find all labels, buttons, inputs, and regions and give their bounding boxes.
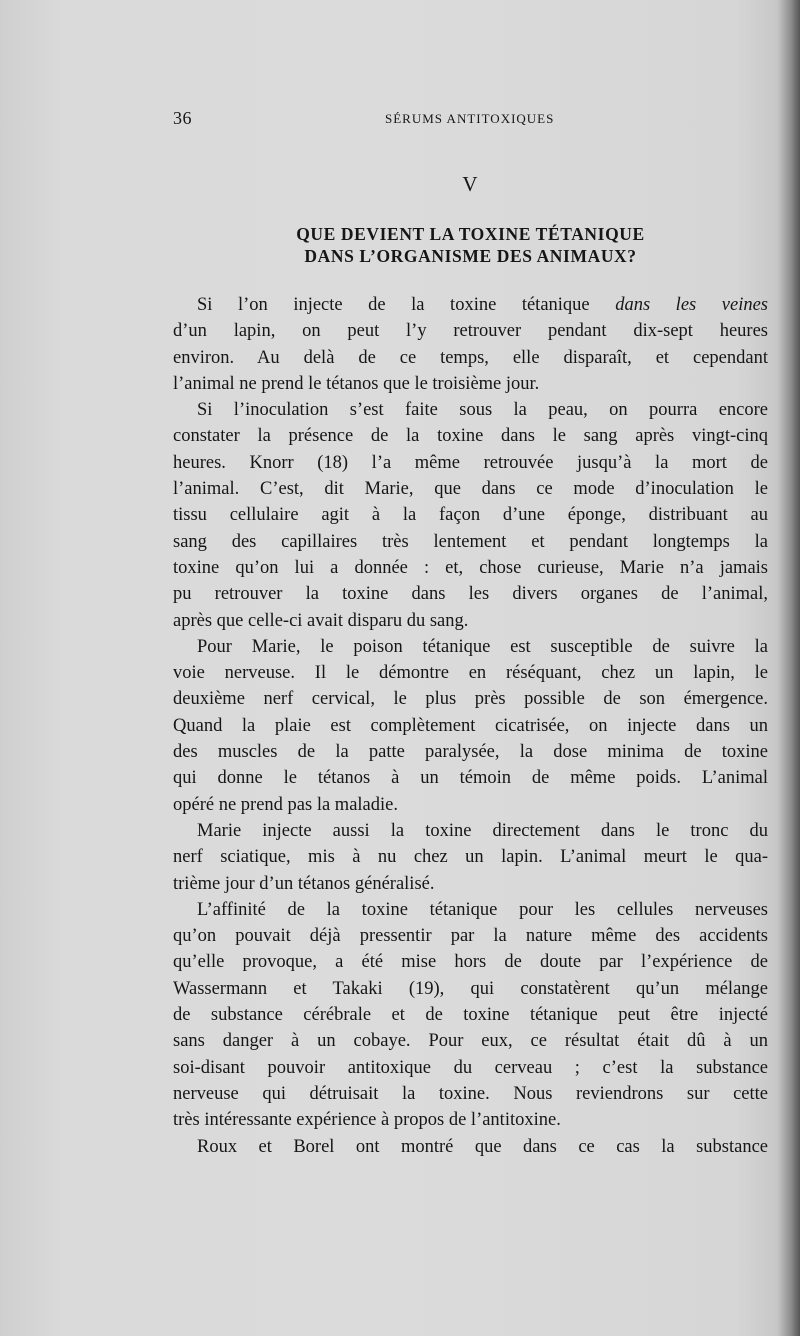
text-line-roman: Si l’on injecte de la toxine tétanique	[197, 295, 616, 315]
chapter-number: V	[462, 172, 478, 196]
text-line: qui donne le tétanos à un témoin de même poids. L’animal	[173, 768, 768, 789]
text-line: soi-disant pouvoir antitoxique du cerveau ; c’est la substance	[173, 1057, 768, 1078]
text-line: L’affinité de la toxine tétanique pour les cellules nerveuses	[197, 899, 768, 920]
text-line: trième jour d’un tétanos généralisé.	[173, 873, 435, 894]
text-line: environ. Au delà de ce temps, elle disparaît, et cependant	[173, 347, 768, 368]
text-line: de substance cérébrale et de toxine tétanique peut être injecté	[173, 1005, 768, 1026]
running-title: SÉRUMS ANTITOXIQUES	[385, 111, 555, 126]
page-number: 36	[173, 108, 192, 128]
text-line: Marie injecte aussi la toxine directement dans le tronc du	[197, 820, 768, 841]
text-line: deuxième nerf cervical, le plus près possible de son émergence.	[173, 689, 768, 710]
text-line: d’un lapin, on peut l’y retrouver pendant dix-sept heures	[173, 321, 768, 342]
text-line: toxine qu’on lui a donnée : et, chose curieuse, Marie n’a jamais	[173, 557, 768, 578]
text-line: constater la présence de la toxine dans le sang après vingt-cinq	[173, 426, 768, 447]
text-line	[173, 292, 768, 318]
text-line: très intéressante expérience à propos de l’antitoxine.	[173, 1110, 561, 1131]
text-line-italic: dans les veines	[615, 295, 768, 315]
running-header	[173, 108, 768, 132]
text-line: Wassermann et Takaki (19), qui constatèrent qu’un mélange	[173, 978, 768, 999]
text-line: qu’elle provoque, a été mise hors de doute par l’expérience de	[173, 952, 768, 973]
text-line: Si l’inoculation s’est faite sous la peau, on pourra encore	[197, 400, 768, 421]
text-line: après que celle-ci avait disparu du sang.	[173, 610, 469, 631]
text-line: opéré ne prend pas la maladie.	[173, 794, 398, 815]
text-line: sans danger à un cobaye. Pour eux, ce résultat était dû à un	[173, 1031, 768, 1052]
text-line: Roux et Borel ont montré que dans ce cas la substance	[197, 1136, 768, 1157]
text-line: Pour Marie, le poison tétanique est susceptible de suivre la	[197, 636, 768, 657]
text-line: heures. Knorr (18) l’a même retrouvée jusqu’à la mort de	[173, 452, 768, 473]
text-line: l’animal. C’est, dit Marie, que dans ce mode d’inoculation le	[173, 479, 768, 500]
chapter-title-line: QUE DEVIENT LA TOXINE TÉTANIQUE	[296, 224, 645, 244]
chapter-title-line: DANS L’ORGANISME DES ANIMAUX?	[304, 246, 637, 266]
text-line: voie nerveuse. Il le démontre en réséquant, chez un lapin, le	[173, 663, 768, 684]
text-line: nerf sciatique, mis à nu chez un lapin. L’animal meurt le qua-	[173, 847, 768, 868]
page-edge-shadow	[778, 0, 800, 1336]
text-line: l’animal ne prend le tétanos que le troisième jour.	[173, 373, 540, 394]
text-line: pu retrouver la toxine dans les divers organes de l’animal,	[173, 584, 768, 605]
body-text	[173, 292, 768, 1160]
text-line: qu’on pouvait déjà pressentir par la nature même des accidents	[173, 926, 768, 947]
text-line: sang des capillaires très lentement et pendant longtemps la	[173, 531, 768, 552]
text-line: tissu cellulaire agit à la façon d’une éponge, distribuant au	[173, 505, 768, 526]
text-line: des muscles de la patte paralysée, la dose minima de toxine	[173, 742, 768, 763]
text-line: Quand la plaie est complètement cicatrisée, on injecte dans un	[173, 715, 768, 736]
text-line: nerveuse qui détruisait la toxine. Nous reviendrons sur cette	[173, 1083, 768, 1104]
chapter-title	[173, 223, 768, 267]
